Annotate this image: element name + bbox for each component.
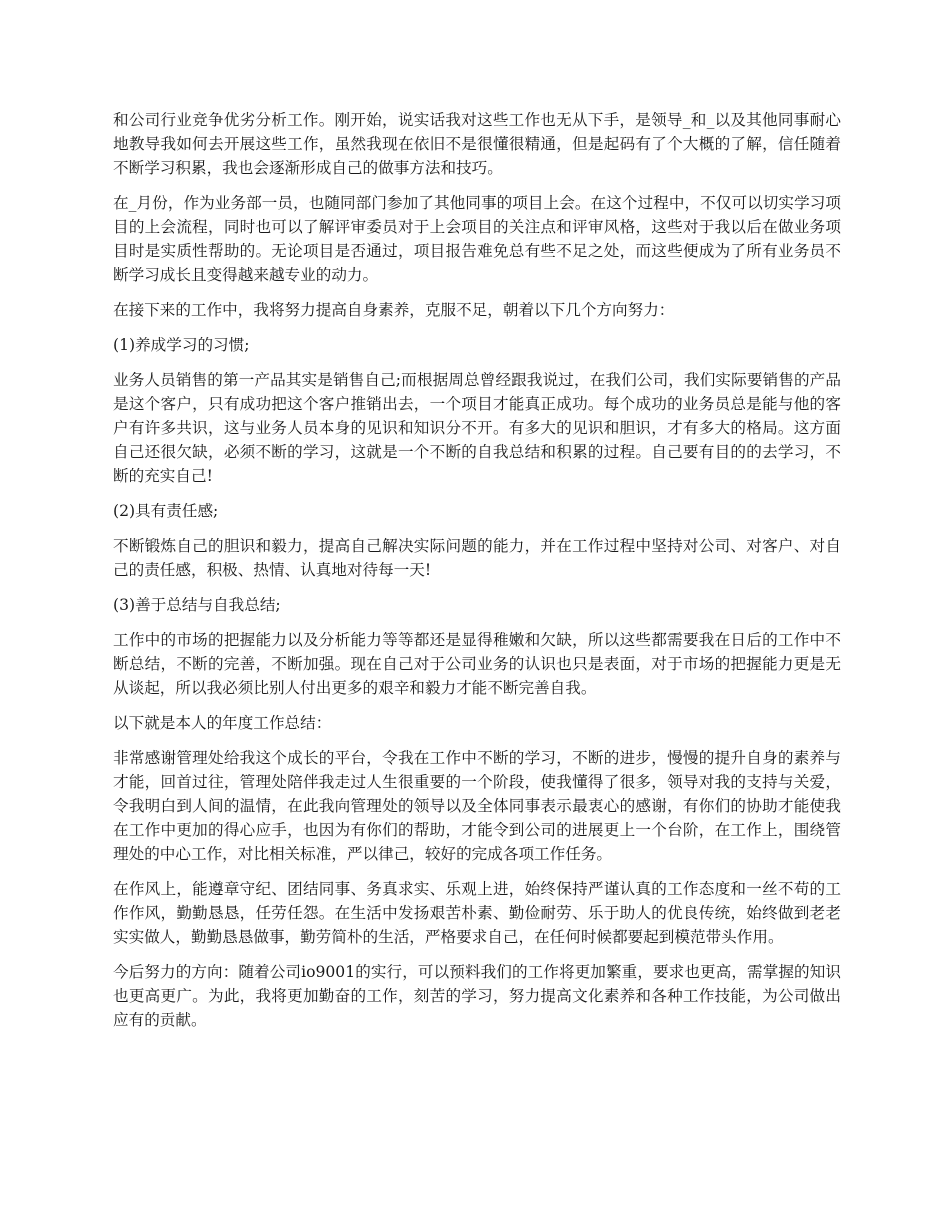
document-page [113, 108, 841, 1043]
summary-intro: 以下就是本人的年度工作总结： [113, 714, 332, 732]
paragraph-6: 工作中的市场的把握能力以及分析能力等等都还是显得稚嫩和欠缺，所以这些都需要我在日后的工作中不断总结，不断的完善，不断加强。现在自己对于公司业务的认识也只是表面，对于市场的把握能力更是无从谈起，所以我必须比别人付出更多的艰辛和毅力才能不断完善自我。 [113, 631, 841, 697]
paragraph-7: 非常感谢管理处给我这个成长的平台，令我在工作中不断的学习，不断的进步，慢慢的提升自身的素养与才能，回首过往，管理处陪伴我走过人生很重要的一个阶段，使我懂得了很多，领导对我的支持与关爱，令我明白到人间的温情，在此我向管理处的领导以及全体同事表示最衷心的感谢，有你们的协助才能使我在工作中更加的得心应手，也因为有你们的帮助，才能令到公司的进展更上一个台阶，在工作上，围绕管理处的中心工作，对比相关标准，严以律己，较好的完成各项工作任务。 [113, 749, 841, 863]
paragraph-1: 和公司行业竞争优劣分析工作。刚开始，说实话我对这些工作也无从下手，是领导_和_以及其他同事耐心地教导我如何去开展这些工作，虽然我现在依旧不是很懂很精通，但是起码有了个大概的了解，信任随着不断学习积累，我也会逐渐形成自己的做事方法和技巧。 [113, 111, 841, 177]
paragraph-3: 在接下来的工作中，我将努力提高自身素养，克服不足，朝着以下几个方向努力： [113, 301, 675, 319]
list-heading-3: (3)善于总结与自我总结; [113, 596, 281, 614]
list-heading-2: (2)具有责任感; [113, 502, 219, 520]
paragraph-8: 在作风上，能遵章守纪、团结同事、务真求实、乐观上进，始终保持严谨认真的工作态度和一丝不苟的工作作风，勤勤恳恳，任劳任怨。在生活中发扬艰苦朴素、勤俭耐劳、乐于助人的优良传统，始终做到老老实实做人，勤勤恳恳做事，勤劳简朴的生活，严格要求自己，在任何时候都要起到模范带头作用。 [113, 880, 841, 946]
paragraph-4: 业务人员销售的第一产品其实是销售自己;而根据周总曾经跟我说过，在我们公司，我们实际要销售的产品是这个客户，只有成功把这个客户推销出去，一个项目才能真正成功。每个成功的业务员总是能与他的客户有许多共识，这与业务人员本身的见识和知识分不开。有多大的见识和胆识，才有多大的格局。这方面自己还很欠缺，必须不断的学习，这就是一个不断的自我总结和积累的过程。自己要有目的的去学习，不断的充实自己! [113, 371, 841, 485]
list-heading-1: (1)养成学习的习惯; [113, 336, 250, 354]
paragraph-5: 不断锻炼自己的胆识和毅力，提高自己解决实际问题的能力，并在工作过程中坚持对公司、对客户、对自己的责任感，积极、热情、认真地对待每一天! [113, 537, 841, 579]
paragraph-2: 在_月份，作为业务部一员，也随同部门参加了其他同事的项目上会。在这个过程中，不仅可以切实学习项目的上会流程，同时也可以了解评审委员对于上会项目的关注点和评审风格，这些对于我以后在做业务项目时是实质性帮助的。无论项目是否通过，项目报告难免总有些不足之处，而这些便成为了所有业务员不断学习成长且变得越来越专业的动力。 [113, 194, 841, 284]
paragraph-9: 今后努力的方向：随着公司io9001的实行，可以预料我们的工作将更加繁重，要求也更高，需掌握的知识也更高更广。为此，我将更加勤奋的工作，刻苦的学习，努力提高文化素养和各种工作技能，为公司做出应有的贡献。 [113, 963, 841, 1029]
